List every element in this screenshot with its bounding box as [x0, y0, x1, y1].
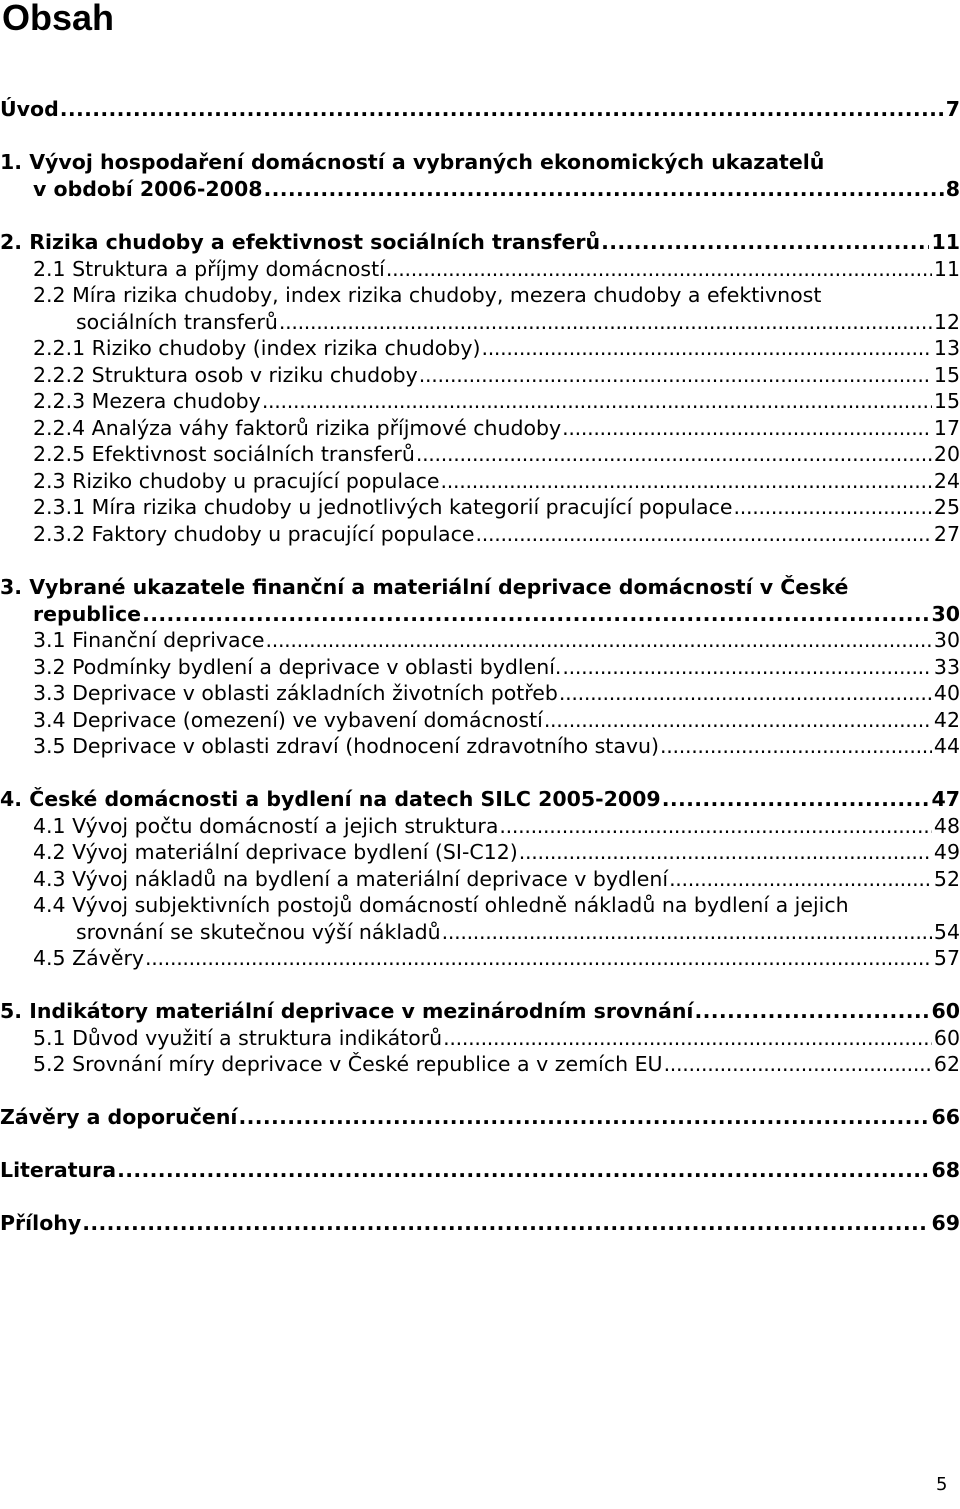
toc-page-number: 49	[933, 840, 960, 864]
toc-label: srovnání se skutečnou výší nákladů	[76, 919, 441, 944]
toc-entry-4-3[interactable]	[0, 866, 960, 893]
toc-page-number: 47	[931, 787, 960, 811]
toc-line	[33, 680, 960, 707]
dot-leader	[481, 335, 931, 362]
toc-label: 5. Indikátory materiální deprivace v mezinárodním srovnání	[0, 999, 694, 1023]
toc-entry-5-1[interactable]	[0, 1025, 960, 1052]
dot-leader	[662, 786, 930, 813]
toc-line	[33, 362, 960, 389]
toc-page-number: 33	[933, 655, 960, 679]
toc-entry-uvod[interactable]	[0, 96, 960, 123]
dot-leader	[669, 866, 932, 893]
toc-page-number: 42	[933, 708, 960, 732]
toc-line	[0, 176, 960, 203]
page-number: 5	[936, 1474, 948, 1495]
toc-label: 3.3 Deprivace v oblasti základních životních potřeb	[33, 681, 558, 705]
toc-line	[33, 813, 960, 840]
toc-label: Literatura	[0, 1158, 117, 1182]
toc-page-number: 60	[933, 1026, 960, 1050]
toc-entry-2-2-4[interactable]	[0, 415, 960, 442]
toc-line	[33, 335, 960, 362]
toc-label: 2.2.5 Efektivnost sociálních transferů	[33, 442, 415, 466]
toc-line	[33, 654, 960, 681]
toc-page-number: 66	[931, 1105, 960, 1129]
toc-label-line1: 3. Vybrané ukazatele finanční a materiální deprivace domácností v České	[0, 575, 849, 599]
dot-leader	[441, 468, 932, 495]
toc-entry-4-4[interactable]	[0, 892, 960, 945]
toc-label: Závěry a doporučení	[0, 1105, 238, 1129]
toc-page-number: 11	[933, 257, 960, 281]
toc-entry-3-5[interactable]	[0, 733, 960, 760]
toc-label: 2. Rizika chudoby a efektivnost sociálních transferů	[0, 230, 601, 254]
dot-leader	[265, 627, 931, 654]
toc-entry-chapter-5[interactable]	[0, 998, 960, 1025]
toc-page-number: 68	[931, 1158, 960, 1182]
dot-leader	[499, 813, 932, 840]
toc-page-number: 62	[933, 1052, 960, 1076]
toc-page-number: 8	[945, 176, 960, 201]
dot-leader	[734, 494, 932, 521]
toc-label: 2.3.2 Faktory chudoby u pracující populace	[33, 522, 475, 546]
dot-leader	[142, 601, 929, 628]
toc-entry-literatura[interactable]	[0, 1157, 960, 1184]
toc-label: 4.2 Vývoj materiální deprivace bydlení (SI-C12)	[33, 840, 518, 864]
toc-line	[33, 521, 960, 548]
toc-label: republice	[33, 601, 142, 626]
toc-page-number: 15	[933, 363, 960, 387]
dot-leader	[660, 733, 932, 760]
toc-entry-2-1[interactable]	[0, 256, 960, 283]
toc-entry-chapter-2[interactable]	[0, 229, 960, 256]
toc-label: Přílohy	[0, 1211, 82, 1235]
toc-label: 3.5 Deprivace v oblasti zdraví (hodnocení zdravotního stavu)	[33, 734, 660, 758]
toc-page-number: 11	[931, 230, 960, 254]
dot-leader	[262, 388, 932, 415]
toc-line	[33, 1051, 960, 1078]
toc-label: v období 2006-2008	[33, 176, 263, 201]
toc-entry-2-2-3[interactable]	[0, 388, 960, 415]
toc-page-number: 30	[931, 601, 960, 626]
dot-leader	[476, 521, 932, 548]
toc-label-line1: 2.2 Míra rizika chudoby, index rizika chudoby, mezera chudoby a efektivnost	[33, 283, 822, 307]
dot-leader	[562, 415, 932, 442]
toc-page-number: 24	[933, 469, 960, 493]
toc-label: 5.1 Důvod využití a struktura indikátorů	[33, 1026, 443, 1050]
toc-page-number: 57	[933, 946, 960, 970]
toc-entry-4-5[interactable]	[0, 945, 960, 972]
toc-entry-2-3[interactable]	[0, 468, 960, 495]
toc-entry-2-2-2[interactable]	[0, 362, 960, 389]
toc-entry-prilohy[interactable]	[0, 1210, 960, 1237]
toc-page-number: 13	[933, 336, 960, 360]
toc-label: 3.1 Finanční deprivace	[33, 628, 265, 652]
toc-line	[0, 229, 960, 256]
toc-line	[33, 627, 960, 654]
toc-entry-2-3-2[interactable]	[0, 521, 960, 548]
toc-line	[33, 441, 960, 468]
toc-line	[33, 945, 960, 972]
dot-leader	[664, 1051, 932, 1078]
toc-page-number: 69	[931, 1211, 960, 1235]
toc-entry-3-1[interactable]	[0, 627, 960, 654]
dot-leader	[519, 839, 932, 866]
toc-line	[0, 998, 960, 1025]
toc-label: 4. České domácnosti a bydlení na datech SILC 2005-2009	[0, 787, 661, 811]
toc-label-line1: 4.4 Vývoj subjektivních postojů domácností ohledně nákladů na bydlení a jejich	[33, 893, 849, 917]
toc-page-number: 25	[933, 495, 960, 519]
toc-entry-2-3-1[interactable]	[0, 494, 960, 521]
toc-entry-3-2[interactable]	[0, 654, 960, 681]
toc-entry-4-1[interactable]	[0, 813, 960, 840]
dot-leader	[419, 362, 932, 389]
toc-entry-3-4[interactable]	[0, 707, 960, 734]
toc-entry-chapter-3[interactable]	[0, 574, 960, 627]
toc-page-number: 60	[931, 999, 960, 1023]
dot-leader	[386, 256, 932, 283]
toc-label: 2.3 Riziko chudoby u pracující populace	[33, 469, 440, 493]
dot-leader	[279, 309, 932, 336]
toc-label: 2.2.3 Mezera chudoby	[33, 389, 261, 413]
toc-label: sociálních transferů	[76, 309, 278, 334]
dot-leader	[443, 1025, 932, 1052]
toc-line	[33, 309, 960, 336]
toc-page-number: 27	[933, 522, 960, 546]
toc-line	[33, 866, 960, 893]
toc-label: 5.2 Srovnání míry deprivace v České republice a v zemích EU	[33, 1052, 663, 1076]
toc-label: 2.2.2 Struktura osob v riziku chudoby	[33, 363, 418, 387]
toc-page-number: 15	[933, 389, 960, 413]
toc-page-number: 7	[945, 97, 960, 121]
toc-entry-chapter-4[interactable]	[0, 786, 960, 813]
toc-line	[33, 1025, 960, 1052]
toc-line	[0, 601, 960, 628]
dot-leader	[60, 96, 944, 123]
toc-line	[33, 919, 960, 946]
dot-leader	[562, 654, 931, 681]
dot-leader	[694, 998, 929, 1025]
toc-page-number: 52	[933, 867, 960, 891]
dot-leader	[442, 919, 932, 946]
toc-entry-2-2-5[interactable]	[0, 441, 960, 468]
toc-line	[33, 388, 960, 415]
toc-line	[33, 707, 960, 734]
toc-label: 2.3.1 Míra rizika chudoby u jednotlivých kategorií pracující populace	[33, 495, 733, 519]
toc-label: 4.1 Vývoj počtu domácností a jejich struktura	[33, 814, 499, 838]
toc-entry-4-2[interactable]	[0, 839, 960, 866]
toc-line	[33, 256, 960, 283]
toc-label: 3.2 Podmínky bydlení a deprivace v oblasti bydlení.	[33, 655, 562, 679]
toc-label: 2.2.1 Riziko chudoby (index rizika chudoby)	[33, 336, 481, 360]
toc-entry-5-2[interactable]	[0, 1051, 960, 1078]
dot-leader	[117, 1157, 929, 1184]
toc-page-number: 30	[933, 628, 960, 652]
dot-leader	[559, 680, 932, 707]
toc-line	[33, 415, 960, 442]
dot-leader	[145, 945, 932, 972]
toc-line	[33, 839, 960, 866]
dot-leader	[82, 1210, 929, 1237]
toc-line	[0, 1157, 960, 1184]
toc-page-number: 40	[933, 681, 960, 705]
toc-entry-zavery[interactable]	[0, 1104, 960, 1131]
toc-line	[0, 1104, 960, 1131]
toc-line	[33, 468, 960, 495]
dot-leader	[601, 229, 929, 256]
toc-page-number: 17	[933, 416, 960, 440]
toc-entry-2-2-1[interactable]	[0, 335, 960, 362]
toc-line	[33, 733, 960, 760]
toc-page-number: 54	[933, 919, 960, 944]
dot-leader	[544, 707, 932, 734]
toc-line	[0, 786, 960, 813]
dot-leader	[238, 1104, 929, 1131]
toc-line	[0, 1210, 960, 1237]
toc-line	[33, 494, 960, 521]
toc-label-line1: 1. Vývoj hospodaření domácností a vybraných ekonomických ukazatelů	[0, 150, 825, 174]
dot-leader	[416, 441, 932, 468]
toc-page-number: 48	[933, 814, 960, 838]
toc-label: 4.3 Vývoj nákladů na bydlení a materiální deprivace v bydlení	[33, 867, 669, 891]
toc-label: Úvod	[0, 97, 59, 121]
toc-label: 3.4 Deprivace (omezení) ve vybavení domácností	[33, 708, 543, 732]
toc-label: 2.1 Struktura a příjmy domácností	[33, 257, 385, 281]
toc-page-number: 12	[933, 309, 960, 334]
dot-leader	[263, 176, 943, 203]
toc-page-number: 20	[933, 442, 960, 466]
toc-entry-2-2[interactable]	[0, 282, 960, 335]
toc-entry-3-3[interactable]	[0, 680, 960, 707]
toc-label: 2.2.4 Analýza váhy faktorů rizika příjmové chudoby	[33, 416, 562, 440]
toc-line	[0, 96, 960, 123]
toc-label: 4.5 Závěry	[33, 946, 145, 970]
page-title: Obsah	[2, 0, 115, 38]
toc-page-number: 44	[933, 734, 960, 758]
toc-entry-chapter-1[interactable]	[0, 149, 960, 202]
